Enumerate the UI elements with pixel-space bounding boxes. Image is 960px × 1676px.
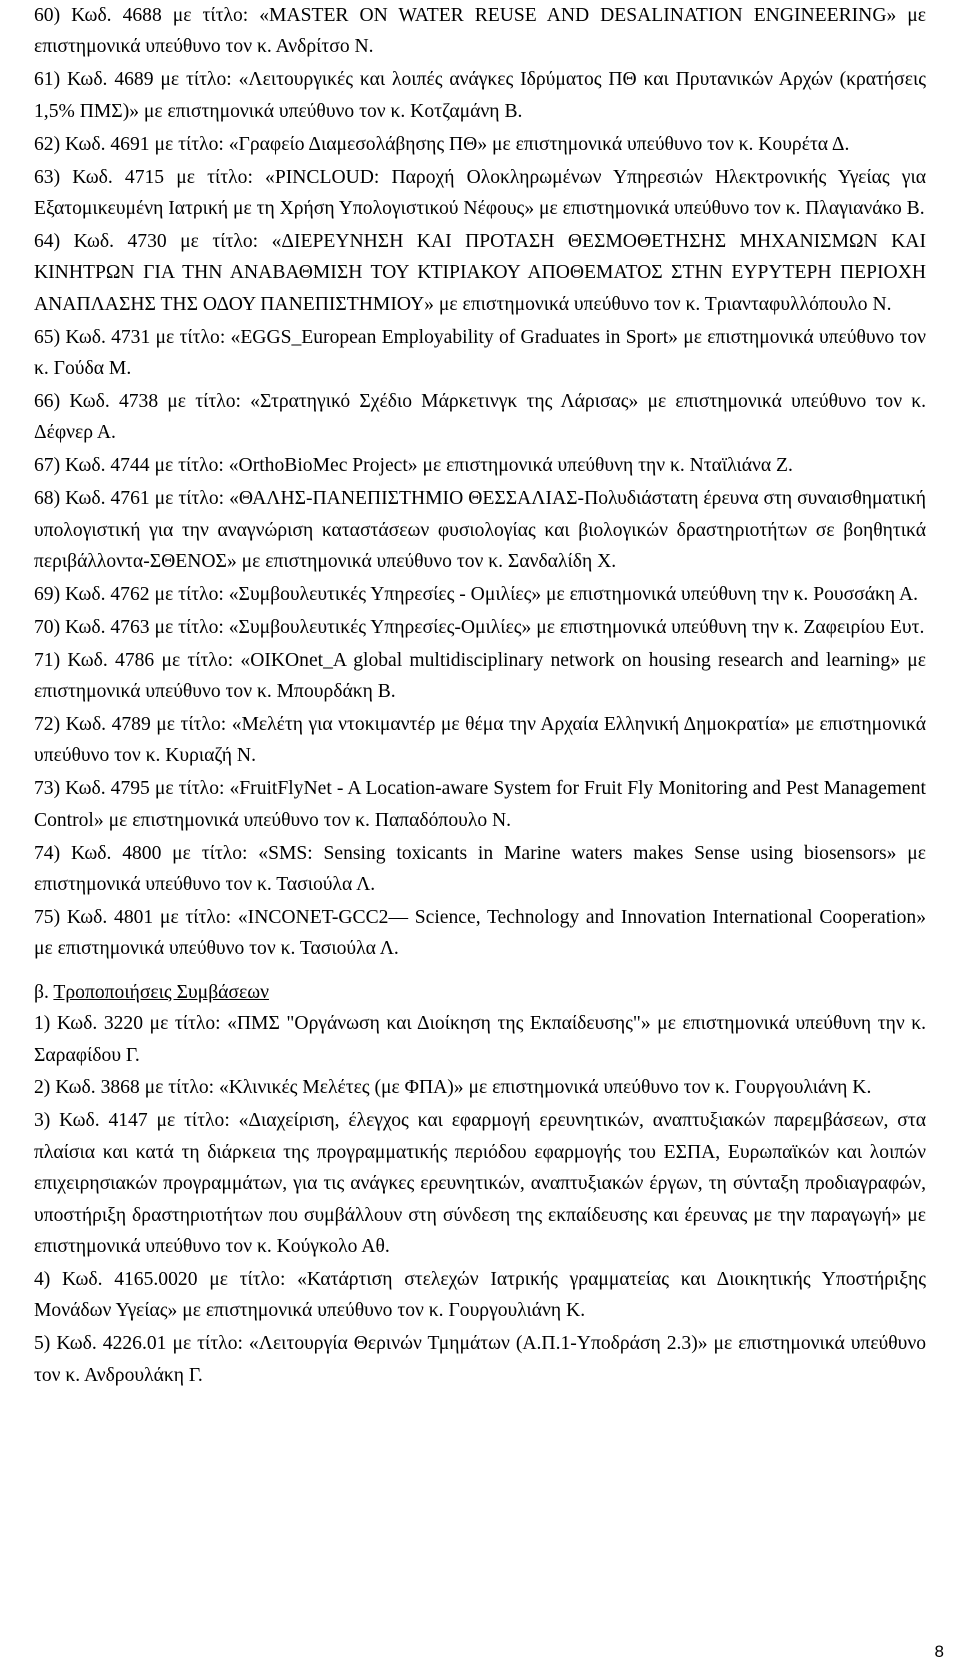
item-number: 73): [34, 778, 61, 800]
amendment-list: [34, 1008, 926, 1391]
list-item: [34, 1072, 926, 1103]
section-prefix: β.: [34, 981, 49, 1003]
item-number: 67): [34, 455, 61, 477]
item-text: Κωδ. 4689 με τίτλο: «Λειτουργικές και λοιπές ανάγκες Ιδρύματος ΠΘ και Πρυτανικών Αρχών (κρατήσεις 1,5% ΠΜΣ)» με επιστημονικά υπεύθυνο τον κ. Κοτζαμάνη Β.: [34, 69, 926, 122]
item-number: 2): [34, 1077, 51, 1099]
item-text: Κωδ. 4800 με τίτλο: «SMS: Sensing toxicants in Marine waters makes Sense using biosensors» με επιστημονικά υπεύθυνο τον κ. Τασιούλα Λ.: [34, 842, 926, 895]
list-item: [34, 483, 926, 577]
item-number: 69): [34, 583, 61, 605]
item-text: Κωδ. 4786 με τίτλο: «OIKOnet_A global multidisciplinary network on housing research and learning» με επιστημονικά υπεύθυνο τον κ. Μπουρδάκη Β.: [34, 649, 926, 703]
item-text: Κωδ. 4763 με τίτλο: «Συμβουλευτικές Υπηρεσίες-Ομιλίες» με επιστημονικά υπεύθυνη την κ. Ζαφειρίου Ευτ.: [65, 616, 925, 638]
item-text: Κωδ. 4801 με τίτλο: «INCONET-GCC2— Science, Technology and Innovation International Cooperation» με επιστημονικά υπεύθυνο τον κ. Τασιούλα Λ.: [34, 906, 926, 960]
item-text: Κωδ. 4147 με τίτλο: «Διαχείριση, έλεγχος και εφαρμογή ερευνητικών, αναπτυξιακών παρεμβάσεων, στα πλαίσια και κατά τη διάρκεια της προγραμματικής περιόδου εφαρμογής του ΕΣΠΑ, Ευρωπαϊκών και λοιπών επιχειρησιακών προγραμμάτων, για τις ανάγκες ερευνητικών, αναπτυξιακών έργων, τη σύνταξη προδιαγραφών, υποστήριξη δραστηριοτήτων που συμβάλλουν στη σύνδεση της εκπαίδευσης και έρευνας με την παραγωγή» με επιστημονικά υπεύθυνο τον κ. Κούγκολο Αθ.: [34, 1110, 926, 1257]
list-item: [34, 1008, 926, 1071]
item-text: Κωδ. 4789 με τίτλο: «Μελέτη για ντοκιμαντέρ με θέμα την Αρχαία Ελληνική Δημοκρατία» με επιστημονικά υπεύθυνο τον κ. Κυριαζή Ν.: [34, 713, 926, 767]
item-text: Κωδ. 4688 με τίτλο: «MASTER ON WATER REUSE AND DESALINATION ENGINEERING» με επιστημονικά υπεύθυνο τον κ. Ανδρίτσο Ν.: [34, 5, 926, 58]
list-item: [34, 1264, 926, 1327]
item-text: Κωδ. 4165.0020 με τίτλο: «Κατάρτιση στελεχών Ιατρικής γραμματείας και Διοικητικής Υποστήριξης Μονάδων Υγείας» με επιστημονικά υπεύθυνο τον κ. Γουργουλιάνη Κ.: [34, 1268, 926, 1322]
item-text: Κωδ. 4730 με τίτλο: «ΔΙΕΡΕΥΝΗΣΗ ΚΑΙ ΠΡΟΤΑΣΗ ΘΕΣΜΟΘΕΤΗΣΗΣ ΜΗΧΑΝΙΣΜΩΝ ΚΑΙ ΚΙΝΗΤΡΩΝ ΓΙΑ ΤΗΝ ΑΝΑΒΑΘΜΙΣΗ ΤΟΥ ΚΤΙΡΙΑΚΟΥ ΑΠΟΘΕΜΑΤΟΣ ΣΤΗΝ ΕΥΡΥΤΕΡΗ ΠΕΡΙΟΧΗ ΑΝΑΠΛΑΣΗΣ ΤΗΣ ΟΔΟΥ ΠΑΝΕΠΙΣΤΗΜΙΟΥ» με επιστημονικά υπεύθυνο τον κ. Τριανταφυλλόπουλο Ν.: [34, 230, 926, 315]
list-item: [34, 645, 926, 708]
item-text: Κωδ. 3868 με τίτλο: «Κλινικές Μελέτες (με ΦΠΑ)» με επιστημονικά υπεύθυνο τον κ. Γουργουλιάνη Κ.: [55, 1077, 872, 1099]
item-number: 75): [34, 906, 61, 928]
item-text: Κωδ. 4761 με τίτλο: «ΘΑΛΗΣ-ΠΑΝΕΠΙΣΤΗΜΙΟ ΘΕΣΣΑΛΙΑΣ-Πολυδιάστατη έρευνα στη συναισθηματική υπολογιστική για την αναγνώριση καταστάσεων φυσιολογίας και βιολογικών δραστηριοτήτων σε βοηθητικά περιβάλλοντα-ΣΘΕΝΟΣ» με επιστημονικά υπεύθυνο τον κ. Σανδαλίδη Χ.: [34, 488, 926, 572]
item-number: 4): [34, 1268, 51, 1290]
list-item: [34, 709, 926, 772]
item-number: 60): [34, 5, 61, 26]
list-item: [34, 838, 926, 901]
item-number: 3): [34, 1110, 51, 1132]
item-number: 66): [34, 390, 61, 412]
list-item: [34, 450, 926, 481]
item-number: 68): [34, 488, 61, 510]
item-number: 65): [34, 326, 61, 348]
item-number: 72): [34, 713, 61, 735]
list-item: [34, 579, 926, 610]
list-item: [34, 612, 926, 643]
list-item: [34, 129, 926, 160]
document-page: [34, 0, 926, 1392]
item-text: Κωδ. 4691 με τίτλο: «Γραφείο Διαμεσολάβησης ΠΘ» με επιστημονικά υπεύθυνο τον κ. Κουρέτα Δ.: [65, 133, 850, 155]
item-text: Κωδ. 3220 με τίτλο: «ΠΜΣ "Οργάνωση και Διοίκηση της Εκπαίδευσης"» με επιστημονικά υπεύθυνη την κ. Σαραφίδου Γ.: [34, 1013, 926, 1066]
item-text: Κωδ. 4762 με τίτλο: «Συμβουλευτικές Υπηρεσίες - Ομιλίες» με επιστημονικά υπεύθυνη την κ. Ρουσσάκη Α.: [65, 583, 918, 605]
item-number: 62): [34, 133, 61, 155]
list-item: [34, 1105, 926, 1262]
section-title: Τροποποιήσεις Συμβάσεων: [53, 981, 269, 1003]
list-item: [34, 902, 926, 965]
item-number: 1): [34, 1013, 51, 1035]
item-text: Κωδ. 4744 με τίτλο: «OrthoBioMec Project» με επιστημονικά υπεύθυνη την κ. Νταϊλιάνα Ζ.: [65, 455, 793, 477]
item-number: 63): [34, 166, 61, 188]
list-item: [34, 1328, 926, 1391]
project-list: [34, 0, 926, 965]
item-text: Κωδ. 4731 με τίτλο: «EGGS_European Employability of Graduates in Sport» με επιστημονικά υπεύθυνο τον κ. Γούδα Μ.: [34, 326, 926, 379]
item-number: 74): [34, 842, 61, 864]
list-item: [34, 162, 926, 225]
item-number: 5): [34, 1333, 51, 1355]
item-text: Κωδ. 4226.01 με τίτλο: «Λειτουργία Θερινών Τμημάτων (Α.Π.1-Υποδράση 2.3)» με επιστημονικά υπεύθυνο τον κ. Ανδρουλάκη Γ.: [34, 1333, 926, 1386]
list-item: [34, 386, 926, 449]
item-text: Κωδ. 4715 με τίτλο: «PINCLOUD: Παροχή Ολοκληρωμένων Υπηρεσιών Ηλεκτρονικής Υγείας για Εξατομικευμένη Ιατρική με τη Χρήση Υπολογιστικού Νέφους» με επιστημονικά υπεύθυνο τον κ. Πλαγιανάκο Β.: [34, 166, 926, 219]
page-number: 8: [934, 1642, 944, 1661]
item-number: 61): [34, 69, 61, 91]
list-item: [34, 322, 926, 385]
item-text: Κωδ. 4795 με τίτλο: «FruitFlyNet - A Location-aware System for Fruit Fly Monitoring and Pest Management Control» με επιστημονικά υπεύθυνο τον κ. Παπαδόπουλο Ν.: [34, 778, 926, 831]
item-number: 71): [34, 649, 61, 671]
item-text: Κωδ. 4738 με τίτλο: «Στρατηγικό Σχέδιο Μάρκετινγκ της Λάρισας» με επιστημονικά υπεύθυνο τον κ. Δέφνερ Α.: [34, 390, 927, 444]
list-item: [34, 64, 926, 127]
list-item: [34, 773, 926, 836]
item-number: 70): [34, 616, 61, 638]
list-item: [34, 226, 926, 320]
item-number: 64): [34, 230, 61, 252]
list-item: [34, 0, 926, 63]
section-heading: [34, 977, 926, 1008]
